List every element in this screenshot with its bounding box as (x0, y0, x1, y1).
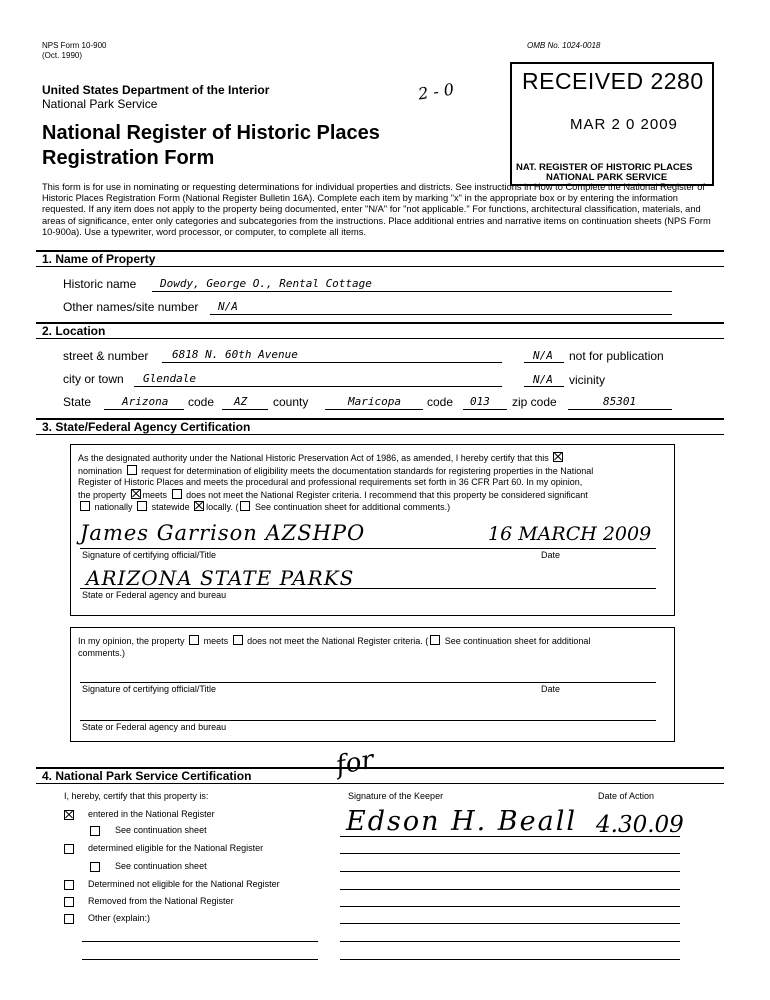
state-value[interactable]: Arizona (122, 395, 169, 408)
vicinity-value[interactable]: N/A (533, 373, 553, 386)
zip-label: zip code (512, 395, 557, 409)
street-value[interactable]: 6818 N. 60th Avenue (172, 348, 298, 361)
keeper-line (340, 836, 680, 837)
keeper-signature[interactable]: Edson H. Beall (346, 806, 577, 837)
field-underline (325, 409, 423, 410)
city-label: city or town (63, 372, 124, 386)
keeper-line (340, 959, 680, 960)
signature-line (80, 682, 656, 683)
field-underline (222, 409, 268, 410)
certification-date[interactable]: 16 MARCH 2009 (488, 523, 652, 545)
opinion-comments: comments.) (78, 647, 126, 658)
street-label: street & number (63, 349, 149, 363)
option-removed: Removed from the National Register (88, 896, 234, 906)
county-label: county (273, 395, 309, 409)
date-label-2: Date (541, 684, 561, 694)
signature-label-2: Signature of certifying official/Title (82, 684, 217, 694)
keeper-line (340, 923, 680, 924)
agency-label-2: State or Federal agency and bureau (82, 722, 227, 732)
field-underline (524, 362, 564, 363)
other-checkbox[interactable] (64, 914, 74, 924)
agency-label: State or Federal agency and bureau (82, 590, 227, 600)
locally-checkbox[interactable] (194, 501, 204, 511)
cert-locally: locally. ( (206, 502, 239, 512)
intro-paragraph: This form is for use in nominating or requesting determinations for individual properties and districts. See instructions in How to Complete the National Register of Historic Places Registration Form (National Register Bulletin 16A). Complete each item by marking "x" in the appropriate box or by entering the information requested. If any item does not apply to the property being documented, enter "N/A" for "not applicable." For functions, architectural classification, materials, and areas of significance, enter only categories and subcategories from the instructions. Place additional entries and narrative items on continuation sheets (NPS Form 10-900a). Use a typewriter, word processor, or computer, to complete all items. (42, 182, 711, 237)
opinion-continuation-checkbox[interactable] (430, 635, 440, 645)
department: United States Department of the Interior (42, 83, 270, 97)
explain-line (82, 959, 318, 960)
entered-checkbox[interactable] (64, 810, 74, 820)
request-checkbox[interactable] (127, 465, 137, 475)
received-stamp (510, 62, 714, 186)
code-label: code (188, 395, 215, 409)
field-underline (104, 409, 184, 410)
option-other: Other (explain:) (88, 913, 151, 923)
stamp-date: MAR 2 0 2009 (570, 116, 678, 133)
signature-line (80, 548, 656, 549)
section1-heading: 1. Name of Property (42, 252, 156, 266)
opinion-property: In my opinion, the property (78, 636, 185, 646)
cert-nationally: nationally (94, 502, 133, 512)
city-value[interactable]: Glendale (143, 372, 196, 385)
divider (36, 783, 724, 784)
section2-heading: 2. Location (42, 324, 106, 338)
nomination-checkbox[interactable] (553, 452, 563, 462)
form-date: (Oct. 1990) (42, 51, 83, 60)
state-code-value[interactable]: AZ (234, 395, 248, 408)
cert-property: the property (78, 489, 127, 500)
county-value[interactable]: Maricopa (348, 395, 401, 408)
historic-name-label: Historic name (63, 277, 137, 291)
agency: National Park Service (42, 97, 158, 111)
field-underline (134, 386, 502, 387)
opinion-meets: meets (203, 636, 229, 646)
omb-number: OMB No. 1024-0018 (527, 41, 601, 50)
certifying-signature[interactable]: James Garrison AZSHPO (80, 521, 366, 545)
stamp-received: RECEIVED 2280 (522, 68, 704, 94)
cert-continuation: See continuation sheet for additional comments.) (254, 502, 451, 512)
historic-name-value[interactable]: Dowdy, George O., Rental Cottage (160, 277, 372, 290)
not-publication-label: not for publication (569, 349, 664, 363)
zip-value[interactable]: 85301 (603, 395, 637, 408)
certify-text: I, hereby, certify that this property is: (64, 791, 209, 801)
keeper-line (340, 889, 680, 890)
opinion-not-meet: does not meet the National Register criteria. ( (247, 636, 429, 646)
does-not-meet-checkbox[interactable] (172, 489, 182, 499)
see-continuation-checkbox-1[interactable] (90, 826, 100, 836)
divider (36, 338, 724, 339)
form-number: NPS Form 10-900 (42, 41, 107, 50)
keeper-line (340, 871, 680, 872)
cert-nomination: nomination (78, 465, 123, 476)
form-title-line1: National Register of Historic Places (42, 122, 380, 144)
opinion-continuation: See continuation sheet for additional (444, 636, 591, 646)
see-continuation-checkbox-2[interactable] (90, 862, 100, 872)
opinion-text (78, 635, 668, 659)
date-label: Date (541, 550, 561, 560)
field-underline (152, 291, 672, 292)
see-continuation-1: See continuation sheet (115, 825, 207, 835)
keeper-line (340, 853, 680, 854)
keeper-label: Signature of the Keeper (348, 791, 444, 801)
eligible-checkbox[interactable] (64, 844, 74, 854)
divider (36, 266, 724, 267)
keeper-line (340, 941, 680, 942)
marginal-note: 2 - 0 (416, 79, 456, 104)
state-label: State (63, 395, 92, 409)
see-continuation-2: See continuation sheet (115, 861, 207, 871)
meets-checkbox[interactable] (131, 489, 141, 499)
statewide-checkbox[interactable] (137, 501, 147, 511)
cert-line2: request for determination of eligibility meets the documentation standards for registering properties in the National (141, 465, 594, 476)
opinion-not-meet-checkbox[interactable] (233, 635, 243, 645)
field-underline (524, 386, 564, 387)
cert-meets: meets (142, 489, 168, 500)
signature-label: Signature of certifying official/Title (82, 550, 217, 560)
option-not-eligible: Determined not eligible for the National Register (88, 879, 280, 889)
agency-line (80, 588, 656, 589)
vicinity-label: vicinity (569, 373, 606, 387)
date-of-action-label: Date of Action (598, 791, 655, 801)
divider (36, 322, 724, 324)
agency-line (80, 720, 656, 721)
for-handwritten: for (333, 744, 377, 782)
option-entered: entered in the National Register (88, 809, 215, 819)
opinion-meets-checkbox[interactable] (189, 635, 199, 645)
cert-statewide: statewide (151, 502, 190, 512)
field-underline (568, 409, 672, 410)
divider (36, 434, 724, 435)
action-date[interactable]: 4.30.09 (596, 812, 684, 838)
field-underline (463, 409, 507, 410)
option-eligible: determined eligible for the National Register (88, 843, 264, 853)
not-publication-value[interactable]: N/A (533, 349, 553, 362)
continuation-checkbox[interactable] (240, 501, 250, 511)
agency-handwritten[interactable]: ARIZONA STATE PARKS (86, 566, 355, 590)
county-code-label: code (427, 395, 454, 409)
form-title-line2: Registration Form (42, 147, 215, 169)
field-underline (162, 362, 502, 363)
not-eligible-checkbox[interactable] (64, 880, 74, 890)
cert-line1: As the designated authority under the National Historic Preservation Act of 1986, as amended, I hereby certify that this (78, 453, 549, 463)
removed-checkbox[interactable] (64, 897, 74, 907)
cert-line4: does not meet the National Register criteria. I recommend that this property be considered significant (186, 489, 588, 500)
other-names-value[interactable]: N/A (218, 300, 238, 313)
stamp-line4: NATIONAL PARK SERVICE (546, 172, 668, 183)
cert-line3: Register of Historic Places and meets the procedural and professional requirements set forth in 36 CFR Part 60. In my opinion, (78, 477, 583, 487)
county-code-value[interactable]: 013 (470, 395, 490, 408)
section4-heading: 4. National Park Service Certification (42, 769, 252, 783)
stamp-line3: NAT. REGISTER OF HISTORIC PLACES (516, 162, 693, 173)
other-names-label: Other names/site number (63, 300, 199, 314)
field-underline (210, 314, 672, 315)
section3-heading: 3. State/Federal Agency Certification (42, 420, 251, 434)
explain-line (82, 941, 318, 942)
keeper-line (340, 906, 680, 907)
nationally-checkbox[interactable] (80, 501, 90, 511)
certification-text (78, 452, 668, 514)
